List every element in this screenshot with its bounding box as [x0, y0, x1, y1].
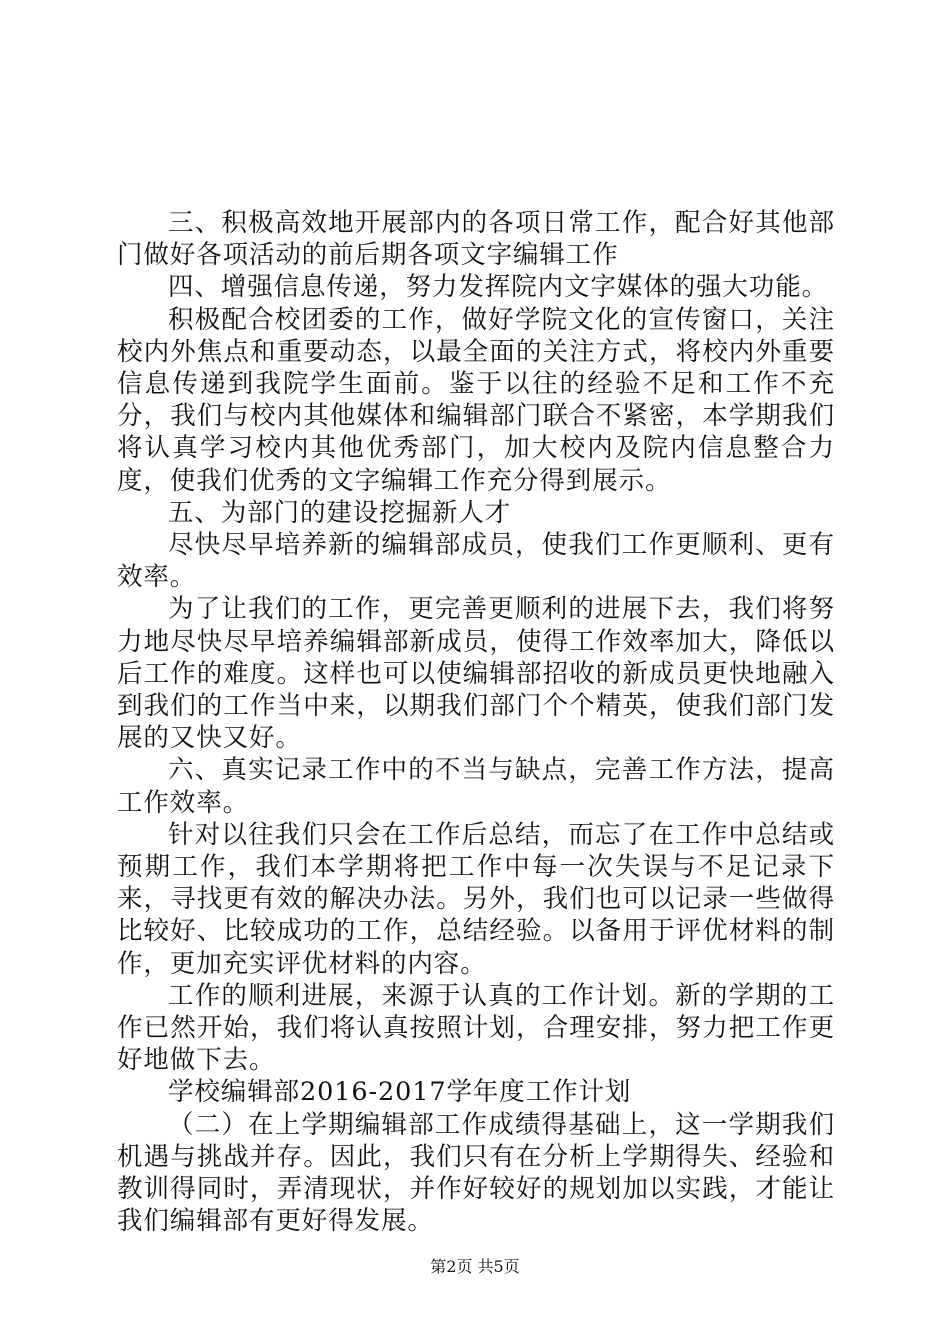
paragraph-section-three: 三、积极高效地开展部内的各项日常工作，配合好其他部门做好各项活动的前后期各项文字编辑工作 — [117, 208, 835, 271]
paragraph-section-four: 四、增强信息传递，努力发挥院内文字媒体的强大功能。 — [168, 272, 829, 303]
paragraph-record-mistakes: 针对以往我们只会在工作后总结，而忘了在工作中总结或预期工作，我们本学期将把工作中每一次失误与不足记录下来，寻找更有效的解决办法。另外，我们也可以记录一些做得比较好、比较成功的工作，总结经验。以备用于评优材料的制作，更加充实评优材料的内容。 — [117, 819, 835, 979]
paragraph-conclusion: 工作的顺利进展，来源于认真的工作计划。新的学期的工作已然开始，我们将认真按照计划，合理安排，努力把工作更好地做下去。 — [117, 980, 835, 1076]
paragraph-training-plan: 为了让我们的工作，更完善更顺利的进展下去，我们将努力地尽快尽早培养编辑部新成员，使得工作效率加大，降低以后工作的难度。这样也可以使编辑部招收的新成员更快地融入到我们的工作当中来，以期我们部门个个精英，使我们部门发展的又快又好。 — [117, 594, 835, 754]
page-number-footer: 第2页 共5页 — [430, 1257, 520, 1276]
paragraph-media-work: 积极配合校团委的工作，做好学院文化的宣传窗口，关注校内外焦点和重要动态，以最全面的关注方式，将校内外重要信息传递到我院学生面前。鉴于以往的经验不足和工作不充分，我们与校内其他媒体和编辑部门联合不紧密，本学期我们将认真学习校内其他优秀部门，加大校内及院内信息整合力度，使我们优秀的文字编辑工作充分得到展示。 — [117, 304, 835, 496]
paragraph-new-members: 尽快尽早培养新的编辑部成员，使我们工作更顺利、更有效率。 — [117, 530, 835, 593]
paragraph-section-six: 六、真实记录工作中的不当与缺点，完善工作方法，提高工作效率。 — [117, 755, 835, 818]
paragraph-section-five: 五、为部门的建设挖掘新人才 — [168, 497, 512, 528]
document-body — [117, 207, 835, 1238]
paragraph-part-two: （二）在上学期编辑部工作成绩得基础上，这一学期我们机遇与挑战并存。因此，我们只有在分析上学期得失、经验和教训得同时，弄清现状，并作好较好的规划加以实践，才能让我们编辑部有更好得发展。 — [117, 1109, 835, 1237]
paragraph-plan-title: 学校编辑部2016-2017学年度工作计划 — [168, 1077, 632, 1108]
